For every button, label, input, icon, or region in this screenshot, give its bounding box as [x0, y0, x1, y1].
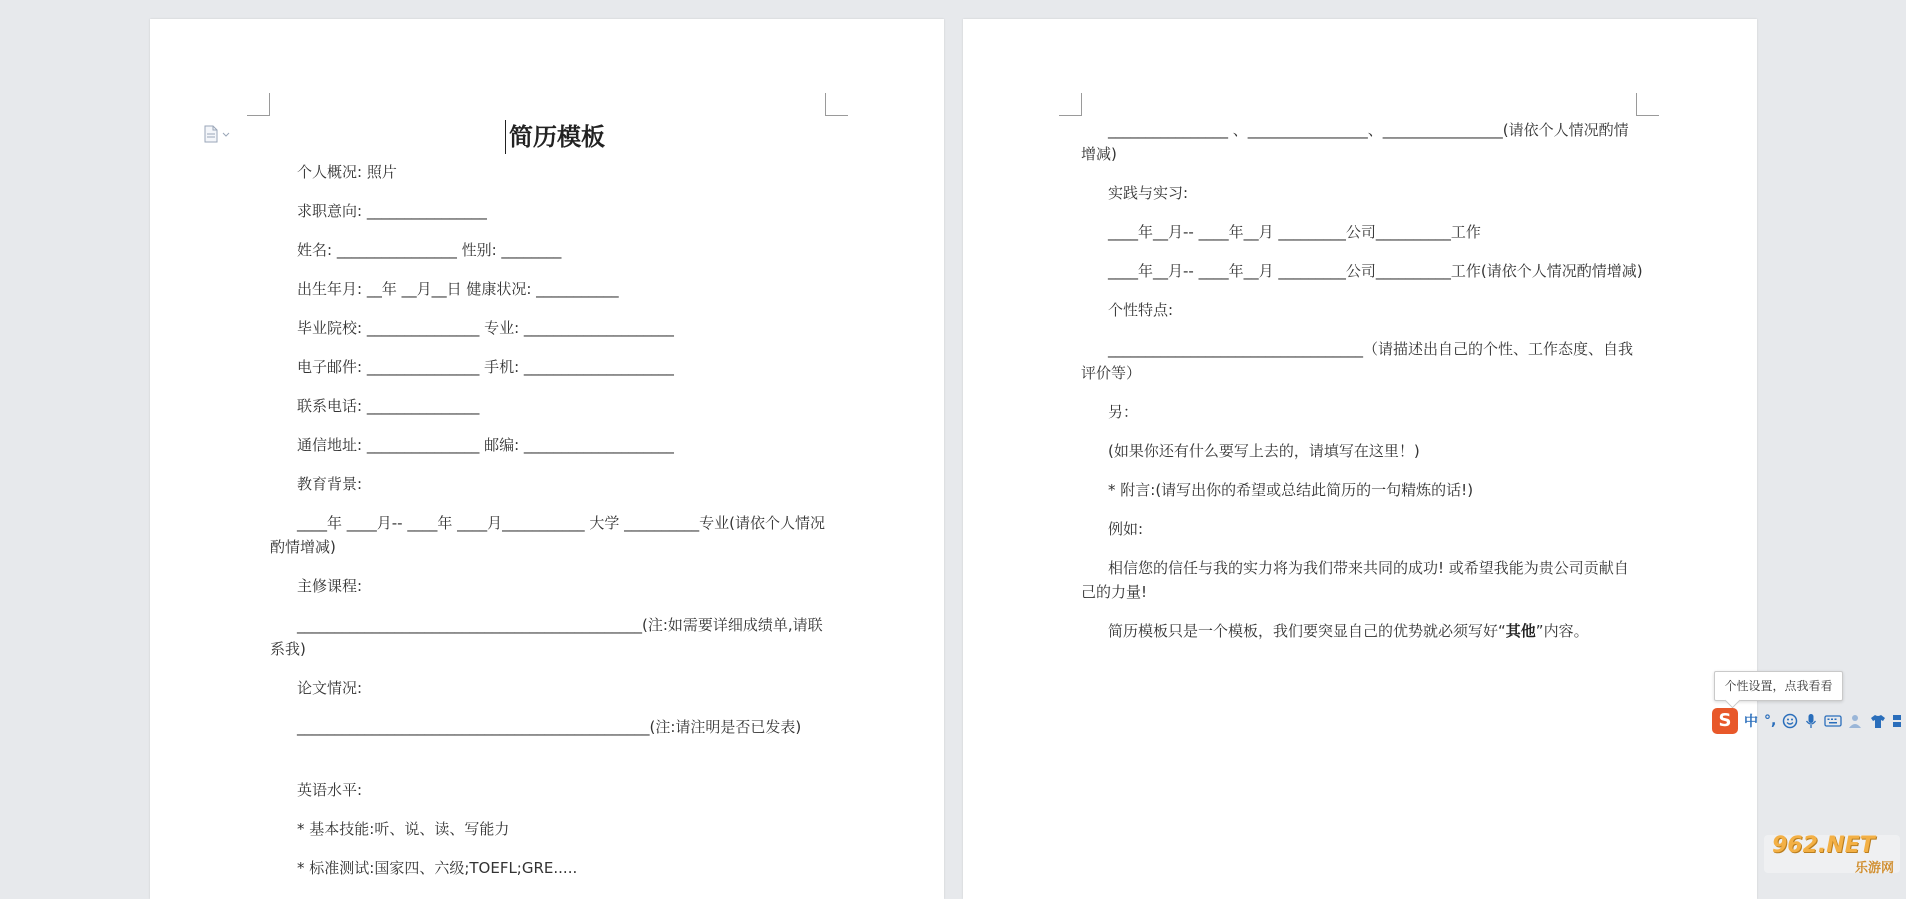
document-title[interactable]: 简历模板 [505, 120, 605, 154]
skin-shirt-icon[interactable] [1870, 713, 1886, 729]
text-line[interactable]: 个人概况: 照片 [297, 163, 397, 181]
document-icon[interactable] [202, 125, 232, 143]
text-line[interactable]: 教育背景: [297, 475, 363, 493]
text-paragraph[interactable]: 相信您的信任与我的实力将为我们带来共同的成功! 或希望我能为贵公司贡献自己的力量! [1081, 559, 1629, 601]
text-line[interactable]: ____年__月-- ____年__月 _________公司__________工作 [1108, 223, 1481, 241]
document-page-2 [963, 19, 1757, 899]
toolbox-icon[interactable] [1892, 713, 1902, 729]
margin-corner-top-left [247, 93, 270, 116]
text-line[interactable]: 个性特点: [1108, 301, 1174, 319]
watermark-site: 乐游网 [1854, 861, 1894, 876]
text-paragraph[interactable]: ________________ 、________________、________________(请依个人情况酌情增减) [1081, 121, 1629, 163]
ime-tooltip[interactable]: 个性设置，点我看看 [1714, 671, 1843, 701]
emoji-icon[interactable] [1782, 713, 1798, 729]
text-line[interactable] [1108, 619, 1589, 643]
ime-toolbar[interactable] [1710, 705, 1906, 737]
margin-corner-top-left [1059, 93, 1082, 116]
user-icon[interactable] [1848, 713, 1864, 729]
site-watermark [1764, 831, 1900, 875]
margin-corner-top-right [825, 93, 848, 116]
text-span: 简历模板只是一个模板，我们要突显自己的优势就必须写好“ [1108, 622, 1506, 640]
text-line[interactable]: 实践与实习: [1108, 184, 1189, 202]
text-line[interactable]: 毕业院校: _______________ 专业: ____________________ [297, 319, 674, 337]
text-line[interactable]: 通信地址: _______________ 邮编: ____________________ [297, 436, 674, 454]
bold-text-span: 其他 [1505, 622, 1536, 640]
text-paragraph[interactable]: __________________________________（请描述出自己的个性、工作态度、自我评价等） [1081, 340, 1634, 382]
keyboard-icon[interactable] [1824, 714, 1842, 728]
text-line[interactable]: 主修课程: [297, 577, 363, 595]
text-line[interactable]: 联系电话: _______________ [297, 397, 480, 415]
text-line[interactable]: 出生年月: __年 __月__日 健康状况: ___________ [297, 280, 619, 298]
text-line[interactable]: * 基本技能:听、说、读、写能力 [297, 820, 510, 838]
text-paragraph[interactable]: ______________________________________________(注:如需要详细成绩单,请联系我) [270, 616, 823, 658]
text-line[interactable]: * 标准测试:国家四、六级;TOEFL;GRE..... [297, 859, 578, 877]
margin-corner-top-right [1636, 93, 1659, 116]
microphone-icon[interactable] [1804, 713, 1818, 729]
text-line[interactable]: (如果你还有什么要写上去的，请填写在这里！) [1108, 442, 1420, 460]
text-line[interactable]: 英语水平: [297, 781, 363, 799]
text-line[interactable]: 论文情况: [297, 679, 363, 697]
text-line[interactable]: 姓名: ________________ 性别: ________ [297, 241, 562, 259]
sogou-logo-icon[interactable]: S [1712, 708, 1738, 734]
text-line[interactable]: * 附言:(请写出你的希望或总结此简历的一句精炼的话!) [1108, 481, 1474, 499]
text-line[interactable]: 电子邮件: _______________ 手机: ____________________ [297, 358, 674, 376]
text-span: ”内容。 [1535, 622, 1589, 640]
text-line[interactable]: 另： [1108, 403, 1139, 421]
text-line[interactable]: ____年__月-- ____年__月 _________公司__________工作(请依个人情况酌情增减) [1108, 262, 1643, 280]
text-paragraph[interactable]: ____年 ____月-- ____年 ____月___________ 大学 __________专业(请依个人情况酌情增减) [270, 514, 826, 556]
watermark-brand: 962.NET [1772, 833, 1875, 858]
document-page-1 [150, 19, 944, 899]
text-line[interactable]: 求职意向: ________________ [297, 202, 487, 220]
ime-punctuation-toggle[interactable]: °, [1764, 713, 1777, 729]
text-line[interactable]: 例如: [1108, 520, 1144, 538]
text-paragraph[interactable]: _______________________________________________(注:请注明是否已发表) [297, 718, 802, 736]
ime-mode-toggle[interactable]: 中 [1744, 714, 1758, 730]
